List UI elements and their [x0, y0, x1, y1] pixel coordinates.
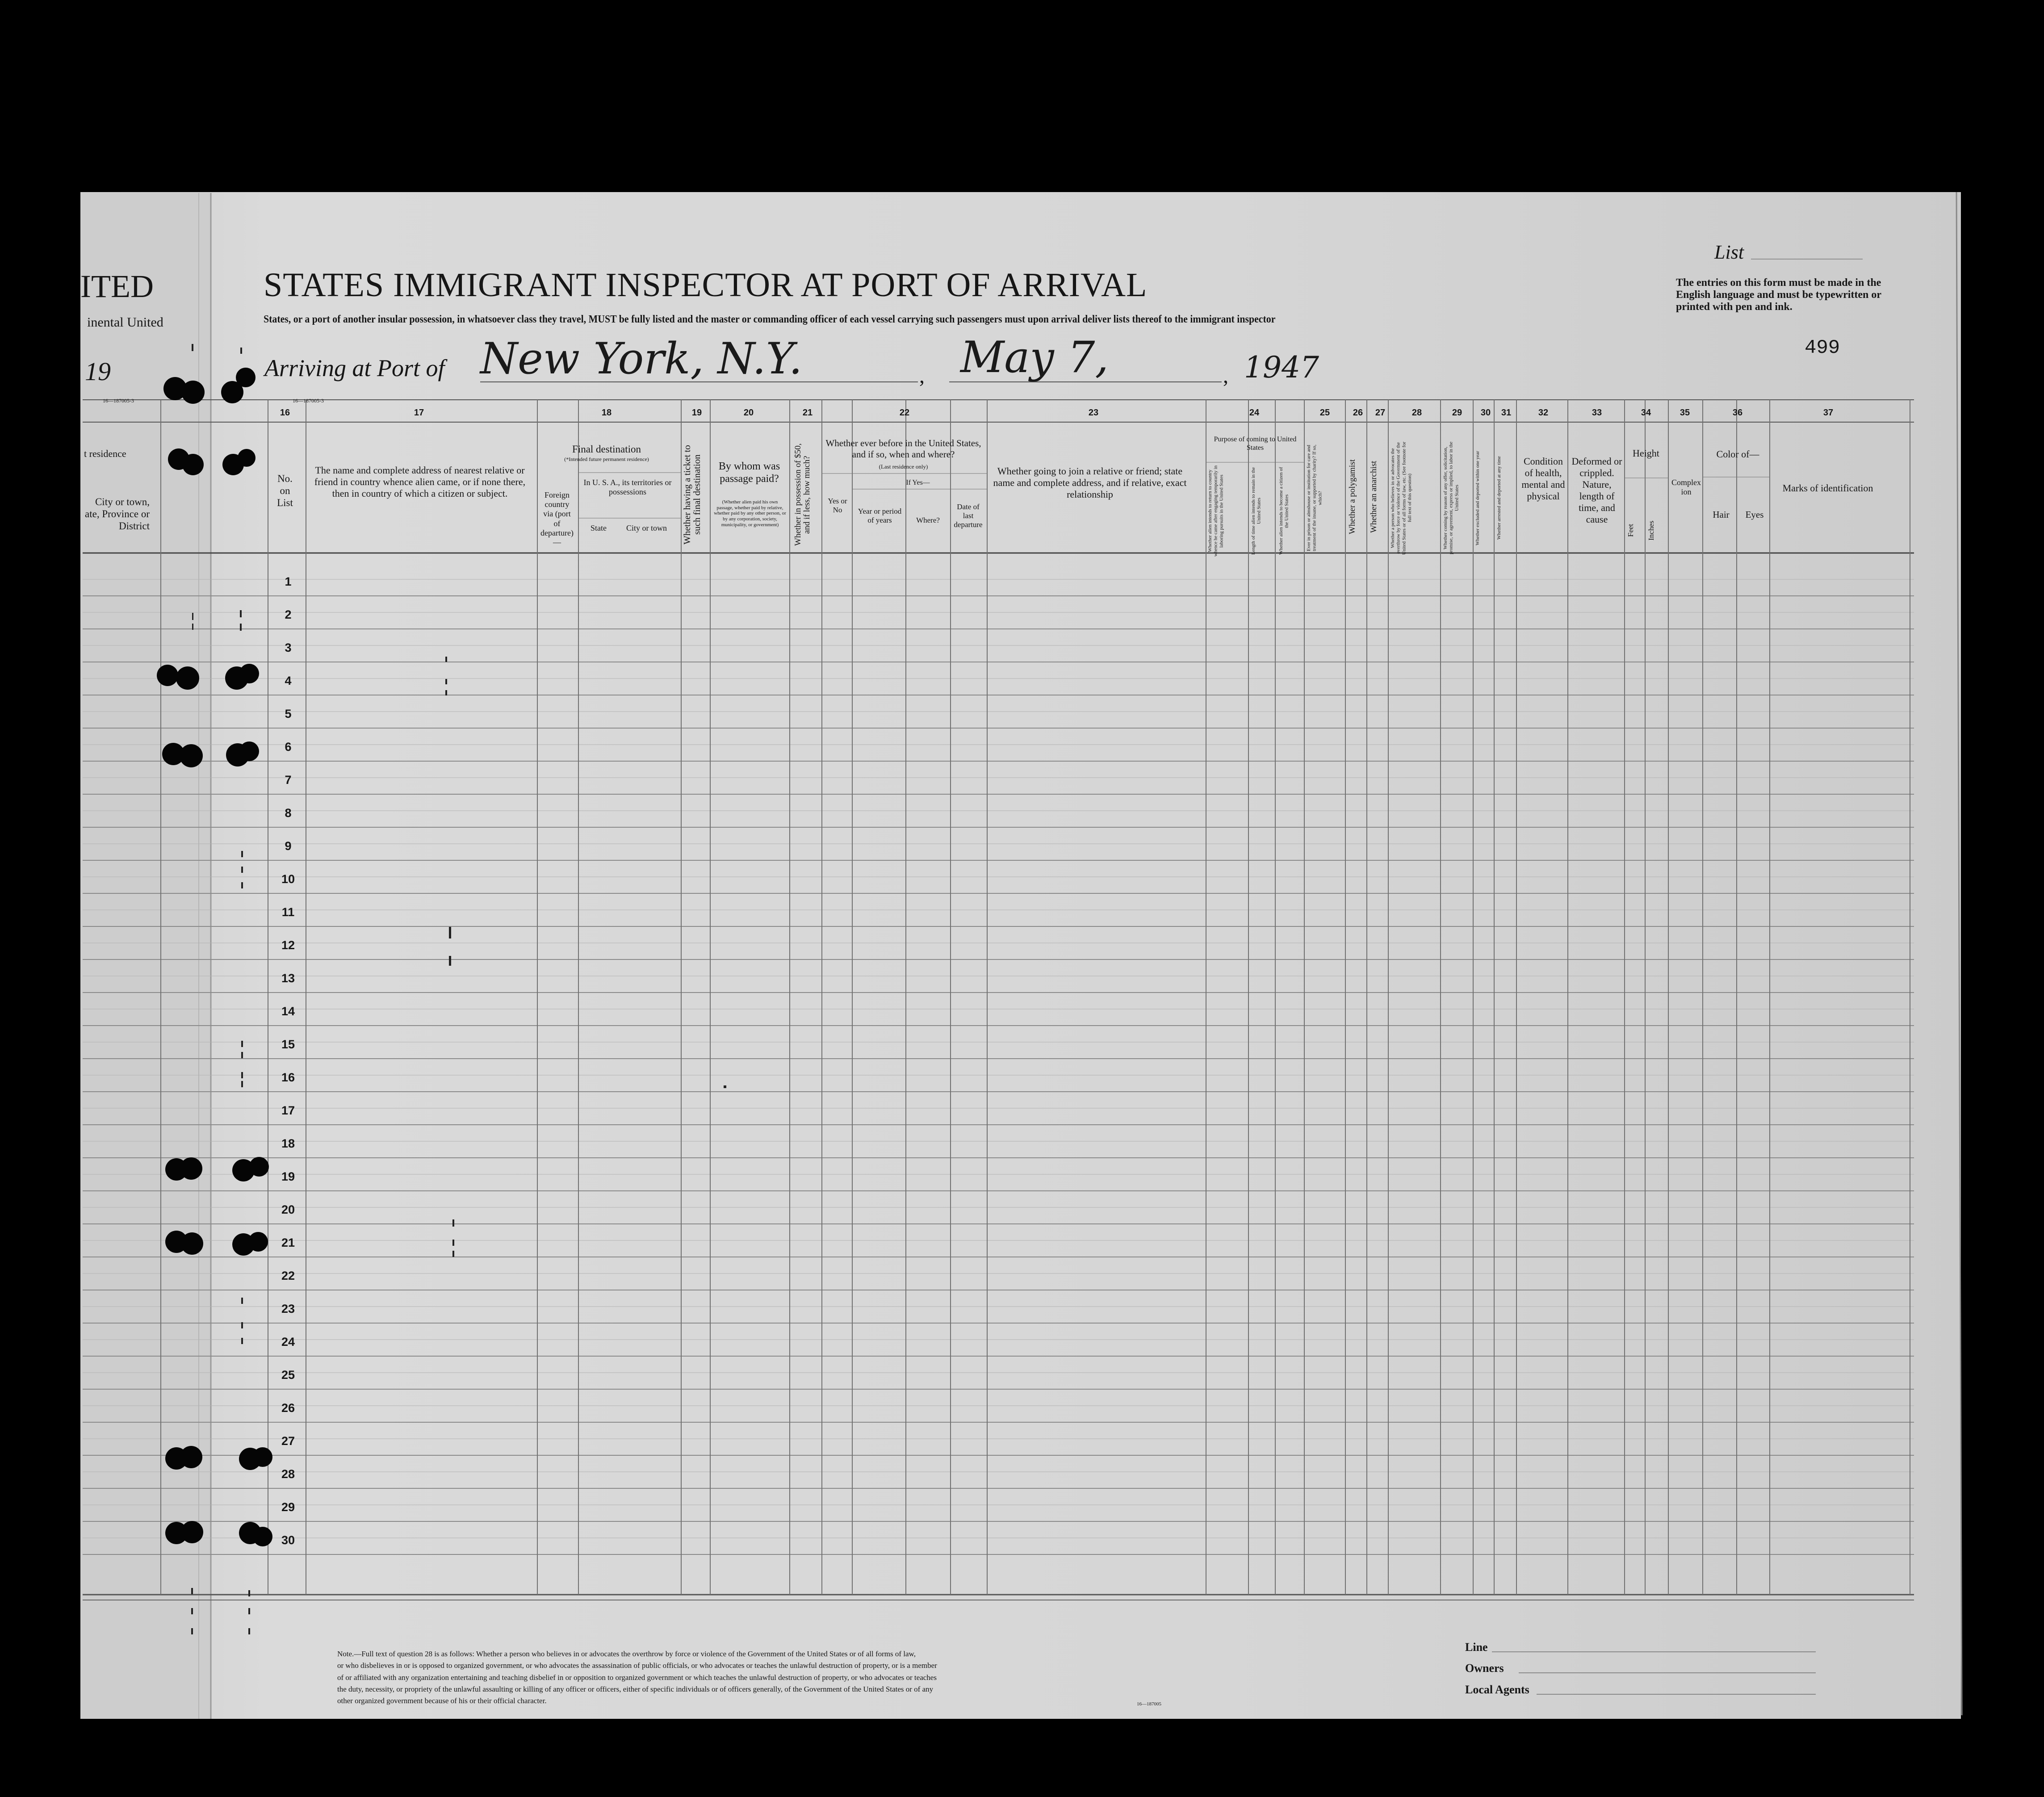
header-in-usa: In U. S. A., its territories or possessions: [583, 478, 672, 497]
header-feet: Feet: [1626, 524, 1635, 537]
col-num-30: 30: [1480, 408, 1491, 418]
page-subtitle: States, or a port of another insular possession, in whatsoever class they travel, MUST be fully listed and the master or commanding officer of each vessel carrying such passengers must upon arrival deliver lists thereof to the immigrant inspector: [264, 314, 1276, 325]
row-number: 23: [281, 1302, 295, 1315]
paper-sheet: [80, 192, 1961, 1719]
list-label: List: [1714, 241, 1744, 263]
header-foreign-country: Foreign country via (port of departure)—: [540, 490, 574, 547]
header-ticket: Whether having a ticket to such final destination: [682, 445, 703, 545]
page-title: STATES IMMIGRANT INSPECTOR AT PORT OF ARRIVAL: [264, 266, 1148, 304]
header-complexion: Complexion: [1671, 478, 1701, 497]
col-num-21: 21: [802, 408, 813, 418]
row-number: 19: [281, 1170, 295, 1183]
arrival-year-value: 1947: [1244, 350, 1319, 385]
row-number: 5: [285, 707, 292, 720]
header-overthrow: Whether a person who believes in or advocates the overthrow by force or violence of the Government of the United States or of all forms of law, etc. (See footnote for full text of this question): [1390, 441, 1412, 555]
row-number: 24: [281, 1335, 295, 1349]
header-deported: Whether arrested and deported at any time: [1496, 456, 1502, 540]
form-notice: The entries on this form must be made in the English language and must be typewritten or printed with pen and ink.: [1676, 277, 1881, 313]
list-number: 499: [1805, 337, 1840, 359]
footer-note-code: 16—187005: [1137, 1701, 1161, 1707]
left-residence-label: t residence: [84, 448, 126, 459]
form-code: 16—187005-3: [293, 398, 324, 404]
header-final-destination-sub: (*Intended future permanent residence): [564, 456, 649, 462]
footer-agents-label: Local Agents: [1465, 1683, 1529, 1696]
date-comma: ,: [1223, 364, 1228, 388]
footer-line-label: Line: [1465, 1641, 1488, 1654]
footer-note-line-4: the duty, necessity, or propriety of the unlawful assaulting or killing of any officer or officers, either of specific individuals or of officers generally, of the Government of the United States or of any: [337, 1685, 934, 1694]
left-form-code: 16—187005-3: [103, 398, 134, 404]
footer-note-line-3: of or affiliated with any organization entertaining and teaching disbelief in or opposition to organized government or which teaches the unlawful destruction of property, or who advocates or teaches: [337, 1673, 937, 1682]
arrival-date-value: May 7,: [960, 332, 1109, 382]
row-number: 13: [281, 972, 295, 985]
row-number: 4: [285, 674, 292, 687]
row-number: 17: [281, 1104, 295, 1117]
row-number: 11: [281, 905, 295, 919]
footer-note-line-2: or who disbelieves in or is opposed to organized government, or who advocates the assassination of public officials, or who advocates or teaches the unlawful destruction of property, or is a member: [337, 1661, 937, 1670]
col-num-17: 17: [414, 408, 424, 418]
row-number: 7: [285, 773, 292, 787]
header-no-on-list: No. on List: [277, 473, 293, 509]
header-excluded: Whether excluded and deported within one year: [1475, 451, 1480, 545]
row-number: 20: [281, 1203, 295, 1216]
header-join-relative: Whether going to join a relative or friend; state name and complete address, and if relative, exact relationship: [993, 465, 1187, 500]
col-num-23: 23: [1088, 408, 1099, 418]
col-num-31: 31: [1501, 408, 1512, 418]
left-title-fragment: ITED: [80, 268, 154, 304]
arriving-port-value: New York, N.Y.: [480, 334, 803, 384]
col-num-36: 36: [1732, 408, 1743, 418]
col-num-26: 26: [1353, 408, 1363, 418]
header-passage-paid: By whom was passage paid?: [718, 461, 780, 485]
header-labor-offer: Whether coming by reason of any offer, solicitation, promise, or agreement, express or implied, to labor in the United States: [1443, 441, 1460, 555]
left-year-fragment: 19: [85, 357, 111, 386]
row-number: 12: [281, 938, 295, 952]
row-number: 1: [285, 575, 292, 588]
col-num-34: 34: [1641, 408, 1651, 418]
row-number: 28: [281, 1467, 295, 1481]
header-fifty-dollars: Whether in possession of $50, and if less, how much?: [793, 443, 812, 546]
footer-note-line-1: Note.—Full text of question 28 is as follows: Whether a person who believes in or advocates the overthrow by force or violence of the Government of the United States or of all forms of law,: [337, 1650, 916, 1658]
header-height: Height: [1633, 448, 1659, 459]
col-num-18: 18: [601, 408, 612, 418]
col-num-32: 32: [1538, 408, 1549, 418]
col-num-33: 33: [1592, 408, 1602, 418]
header-year-period: Year or period of years: [858, 507, 902, 525]
header-deformed: Deformed or crippled. Nature, length of time, and cause: [1571, 456, 1622, 525]
row-number: 9: [285, 839, 292, 853]
header-where: Where?: [916, 516, 940, 524]
row-number: 26: [281, 1401, 295, 1415]
header-polygamist: Whether a polygamist: [1348, 459, 1357, 535]
row-number: 2: [285, 608, 292, 621]
col-num-16: 16: [280, 408, 290, 418]
header-anarchist: Whether an anarchist: [1369, 461, 1378, 533]
col-num-37: 37: [1823, 408, 1834, 418]
row-number: 10: [281, 872, 295, 886]
header-prison: Ever in prison or almshouse or institution for care and treatment of the insane, or supported by charity? If so, which?: [1306, 444, 1323, 552]
col-num-35: 35: [1680, 408, 1690, 418]
row-number: 6: [285, 740, 292, 754]
col-num-28: 28: [1412, 408, 1422, 418]
header-eyes: Eyes: [1745, 509, 1764, 520]
header-purpose-citizen: Whether alien intends to become a citizen of the United States: [1278, 467, 1290, 555]
row-number: 16: [281, 1071, 295, 1084]
header-city-town: City or town: [626, 524, 667, 532]
row-number: 21: [281, 1236, 295, 1249]
footer-note: [337, 1648, 1244, 1707]
header-color-of: Color of—: [1716, 448, 1759, 460]
footer-note-line-5: other organized government because of his or their official character.: [337, 1696, 547, 1705]
left-subtitle-fragment: inental United: [87, 315, 163, 330]
row-number: 14: [281, 1005, 295, 1018]
row-number: 25: [281, 1368, 295, 1382]
col-num-22: 22: [899, 408, 910, 418]
left-residence-sub: City or town, ate, Province or District: [85, 496, 150, 532]
header-last-departure: Date of last departure: [954, 503, 983, 529]
header-purpose-length: Length of time alien intends to remain in the United States: [1251, 467, 1262, 555]
header-last-residence: (Last residence only): [879, 463, 928, 470]
row-number: 30: [281, 1533, 295, 1547]
header-purpose-return: Whether alien intends to return to country whence he came after engaging temporarily in laboring pursuits in the United States: [1207, 465, 1224, 557]
row-number: 15: [281, 1038, 295, 1051]
header-purpose: Purpose of coming to United States: [1214, 436, 1297, 452]
header-yes-or-no: Yes or No: [828, 497, 847, 515]
header-health: Condition of health, mental and physical: [1521, 456, 1565, 502]
col-num-29: 29: [1452, 408, 1462, 418]
row-number: 3: [285, 641, 292, 654]
header-relative-address: The name and complete address of nearest relative or friend in country whence alien came, or if none there, then in country of which a citizen or subject.: [314, 465, 526, 499]
col-num-25: 25: [1319, 408, 1330, 418]
header-final-destination: Final destination: [572, 444, 641, 455]
header-if-yes: If Yes—: [906, 479, 930, 486]
row-number: 18: [281, 1137, 295, 1150]
header-inches: Inches: [1647, 520, 1655, 540]
row-number: 27: [281, 1434, 295, 1448]
arriving-comma: ,: [919, 364, 925, 388]
header-passage-paid-sub: (Whether alien paid his own passage, whether paid by relative, whether paid by any other person, or by any corporation, society, municipality, or government): [714, 499, 786, 528]
col-num-24: 24: [1249, 408, 1260, 418]
col-num-20: 20: [743, 408, 754, 418]
header-state: State: [591, 524, 607, 532]
col-num-19: 19: [691, 408, 702, 418]
arriving-label: Arriving at Port of: [264, 355, 445, 381]
row-number: 29: [281, 1500, 295, 1514]
header-hair: Hair: [1713, 509, 1730, 520]
header-marks: Marks of identification: [1782, 482, 1873, 494]
col-num-27: 27: [1375, 408, 1386, 418]
row-number: 22: [281, 1269, 295, 1282]
row-number: 8: [285, 806, 292, 820]
header-before-in-us: Whether ever before in the United States, and if so, when and where?: [825, 438, 981, 460]
footer-owners-label: Owners: [1465, 1662, 1504, 1675]
